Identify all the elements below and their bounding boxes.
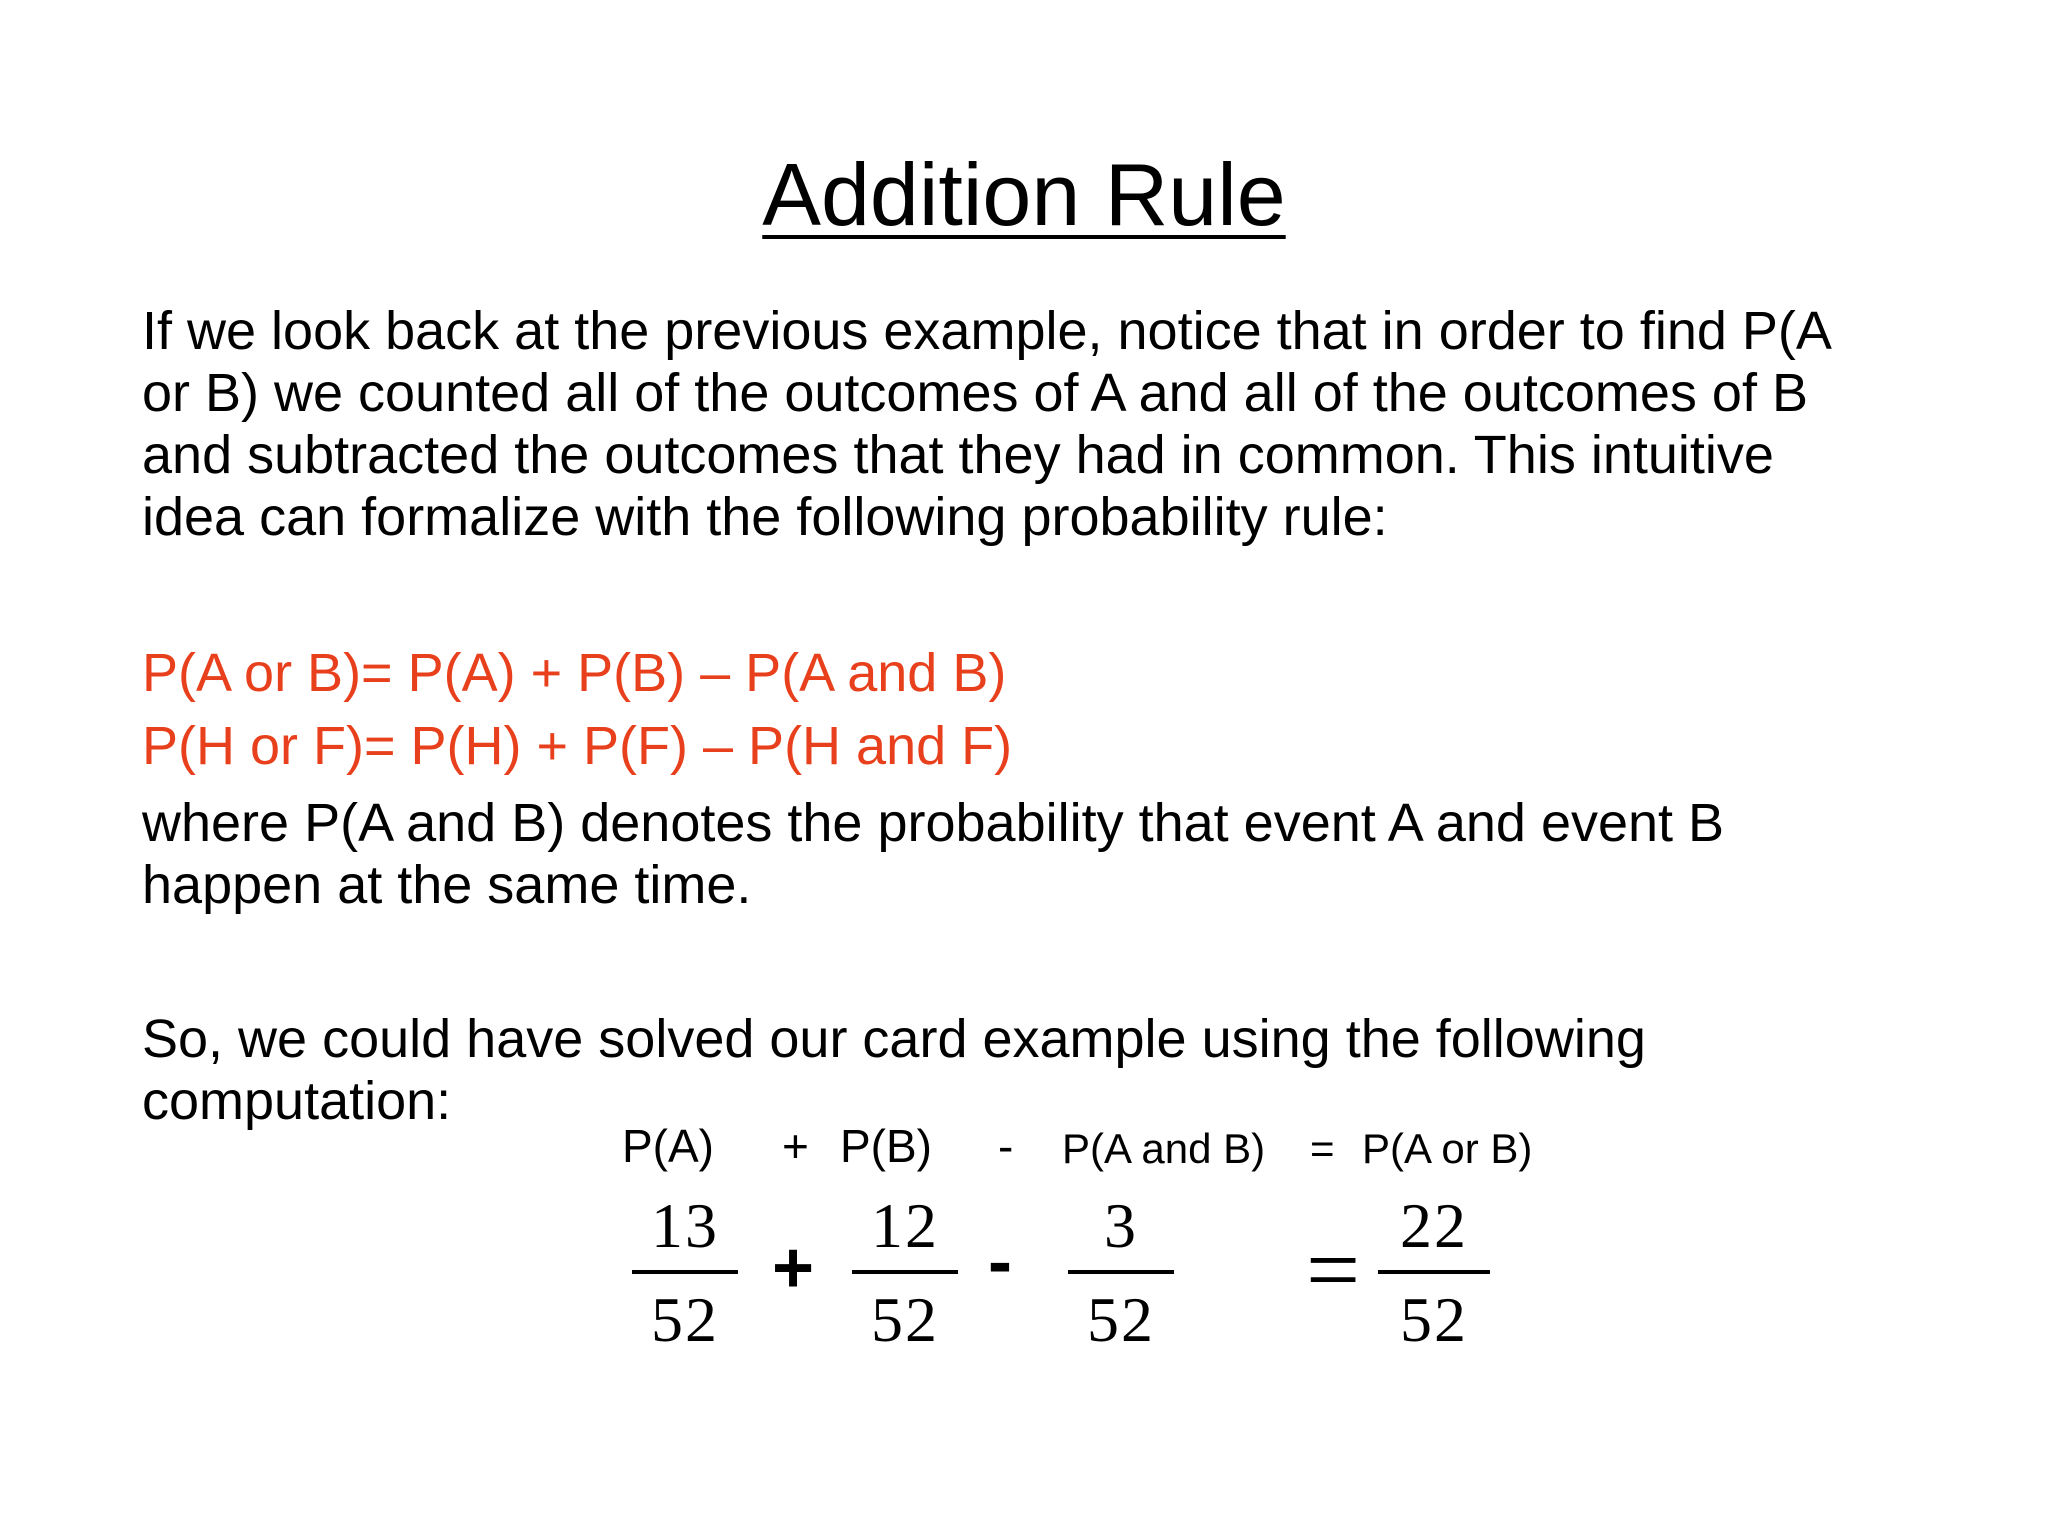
addition-rule-formula: P(A or B)= P(A) + P(B) – P(A and B) — [142, 643, 1007, 703]
calc-header-equals: = — [1310, 1125, 1335, 1172]
fraction-pab — [1068, 1190, 1174, 1356]
addition-rule-example-formula: P(H or F)= P(H) + P(F) – P(H and F) — [142, 716, 1013, 776]
fraction-denominator: 52 — [651, 1284, 719, 1355]
slide-title-text: Addition Rule — [762, 145, 1286, 244]
calc-header-paob: P(A or B) — [1362, 1125, 1533, 1172]
calc-header-plus: + — [782, 1120, 809, 1172]
equals-operator: = — [1306, 1216, 1361, 1323]
fraction-numerator: 13 — [651, 1190, 719, 1261]
calc-header-minus: - — [998, 1120, 1014, 1172]
calc-header-pb: P(B) — [840, 1120, 932, 1172]
fraction-bar — [1068, 1270, 1174, 1274]
intro-line: or B) we counted all of the outcomes of A and all of the outcomes of B — [142, 363, 1808, 423]
where-line: happen at the same time. — [142, 855, 752, 915]
fraction-denominator: 52 — [1400, 1284, 1468, 1355]
calc-header-pa: P(A) — [622, 1120, 714, 1172]
where-paragraph — [142, 792, 1962, 916]
fraction-bar — [1378, 1270, 1490, 1274]
fraction-denominator: 52 — [1087, 1284, 1155, 1355]
intro-paragraph — [142, 300, 1962, 548]
fraction-bar — [852, 1270, 958, 1274]
intro-line: idea can formalize with the following probability rule: — [142, 487, 1388, 547]
so-paragraph — [142, 1008, 1962, 1132]
so-line: So, we could have solved our card example using the following — [142, 1009, 1646, 1069]
fraction-denominator: 52 — [871, 1284, 939, 1355]
fraction-paob — [1378, 1190, 1490, 1356]
fraction-numerator: 22 — [1400, 1190, 1468, 1261]
fraction-numerator: 3 — [1104, 1190, 1138, 1261]
fraction-pa — [632, 1190, 738, 1356]
intro-line: and subtracted the outcomes that they had in common. This intuitive — [142, 425, 1774, 485]
so-line: computation: — [142, 1071, 452, 1131]
slide-title — [0, 140, 2048, 250]
where-line: where P(A and B) denotes the probability that event A and event B — [142, 793, 1725, 853]
plus-operator: + — [772, 1228, 815, 1308]
intro-line: If we look back at the previous example, notice that in order to find P(A — [142, 301, 1832, 361]
minus-operator: - — [988, 1222, 1012, 1302]
fraction-numerator: 12 — [871, 1190, 939, 1261]
fraction-bar — [632, 1270, 738, 1274]
fraction-pb — [852, 1190, 958, 1356]
calc-header-pab: P(A and B) — [1062, 1125, 1266, 1172]
